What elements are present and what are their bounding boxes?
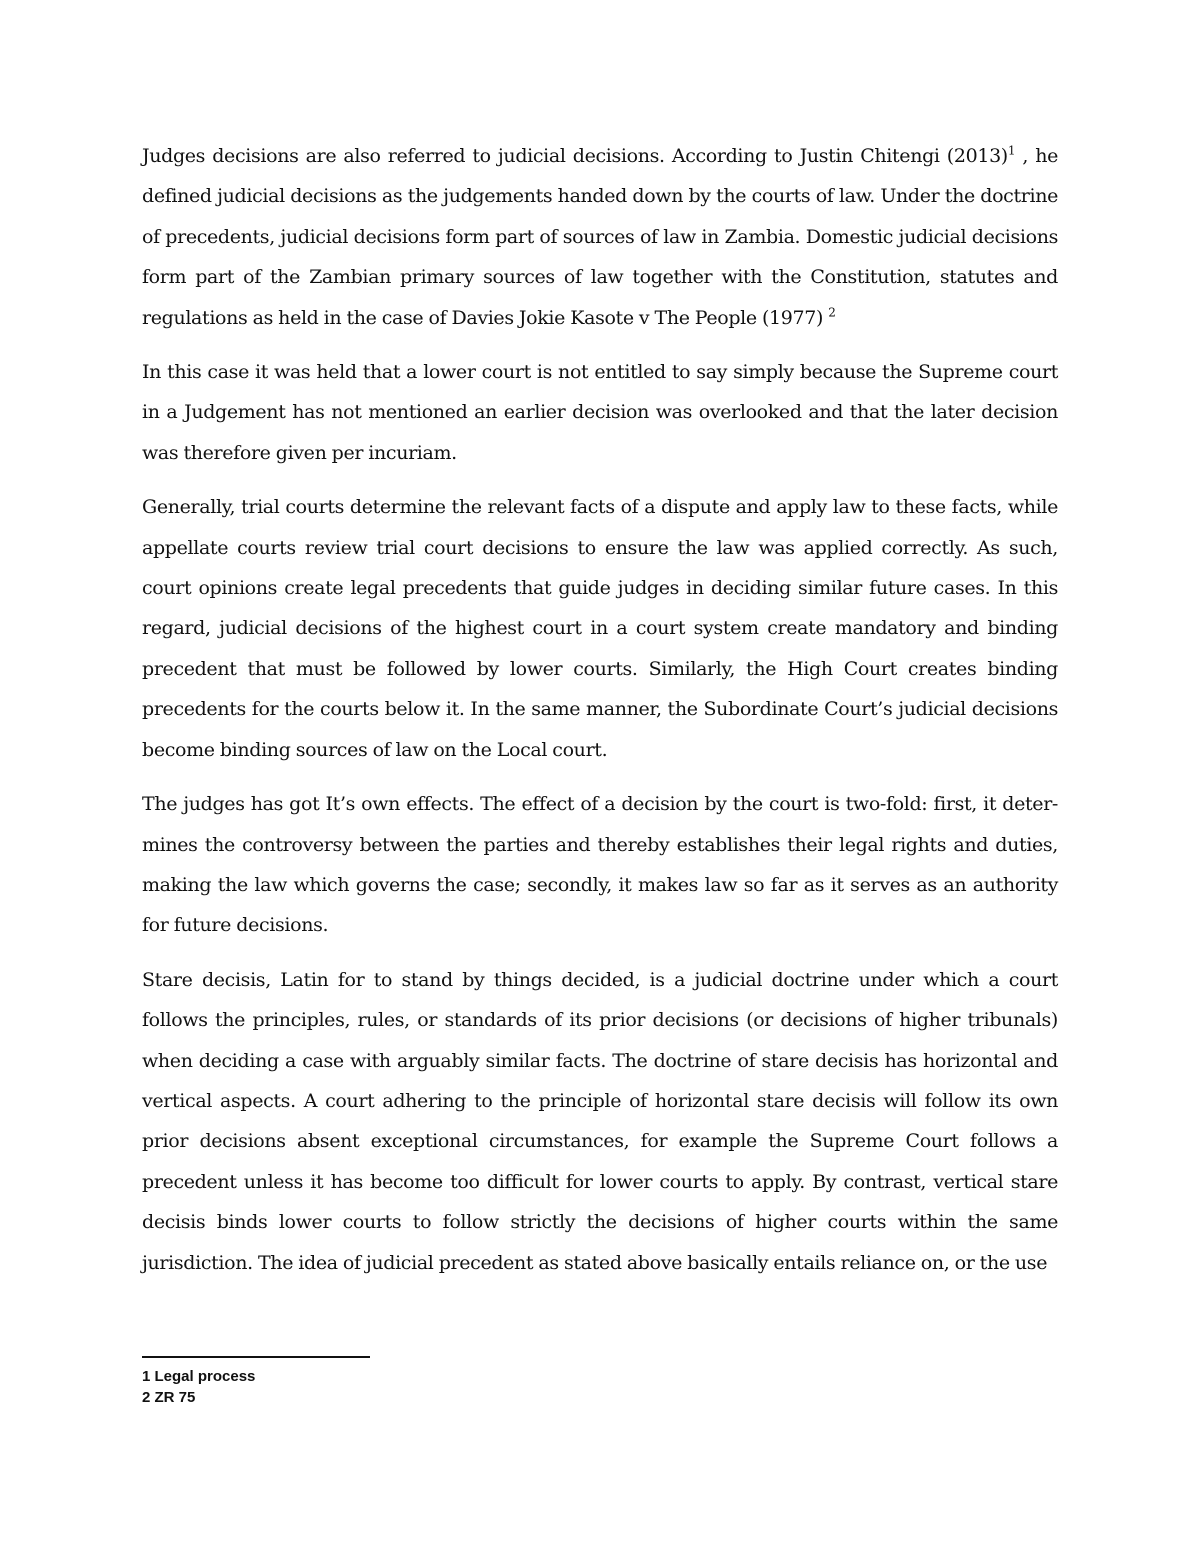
footnote-separator [142, 1356, 370, 1358]
paragraph-effects-of-decisions: The judges has got It’s own effects. The effect of a decision by the court is two-fold: first, it deter- mines the controversy between the parties and thereby establishes their legal rights and duties, making the law which governs the case; secondly, it makes law so far as it serves as an authority for future decisions. [142, 793, 1058, 937]
footnote-2: 2 ZR 75 [142, 1389, 196, 1406]
footnotes [142, 1366, 255, 1408]
body-text [142, 136, 1058, 1283]
paragraph-text: Judges decisions are also referred to judicial decisions. According to Justin Chitengi (2013) [142, 145, 1008, 167]
paragraph-judicial-decisions [142, 136, 1058, 338]
footnote-reference-1: 1 [1007, 143, 1016, 158]
paragraph-stare-decisis: Stare decisis, Latin for to stand by things decided, is a judicial doctrine under which a court follows the principles, rules, or standards of its prior decisions (or decisions of higher tribunals) when deciding a case with arguably similar facts. The doctrine of stare decisis has horizontal and vertical aspects. A court adhering to the principle of horizontal stare decisis will follow its own prior decisions absent exceptional circumstances, for example the Supreme Court follows a precedent unless it has become too difficult for lower courts to apply. By contrast, vertical stare decisis binds lower courts to follow strictly the decisions of higher courts within the same jurisdiction. The idea of judicial precedent as stated above basically entails reliance on, or the use [142, 968, 1058, 1274]
footnote-reference-2: 2 [828, 305, 836, 320]
paragraph-case-holding: In this case it was held that a lower court is not entitled to say simply because the Supreme court in a Judgement has not mentioned an earlier decision was overlooked and that the later decision was therefore given per incuriam. [142, 361, 1058, 464]
footnote-1: 1 Legal process [142, 1368, 256, 1385]
paragraph-trial-and-appellate-courts: Generally, trial courts determine the relevant facts of a dispute and apply law to these facts, while appellate courts review trial court decisions to ensure the law was applied correctly. As such, court opinions create legal precedents that guide judges in deciding similar future cases. In this regard, judicial decisions of the highest court in a court system create mandatory and binding precedent that must be followed by lower courts. Similarly, the High Court creates binding precedents for the courts below it. In the same manner, the Subordinate Court’s judicial decisions become binding sources of law on the Local court. [142, 496, 1058, 761]
paragraph-text: , he defined judicial decisions as the judgements handed down by the courts of law. Under the doctrine of precedents, judicial decisions form part of sources of law in Zambia. Domestic judicial decisions form part of the Zambian primary sources of law together with the Constitution, statutes and regulations as held in the case of Davies Jokie Kasote v The People (1977) [142, 145, 1058, 329]
